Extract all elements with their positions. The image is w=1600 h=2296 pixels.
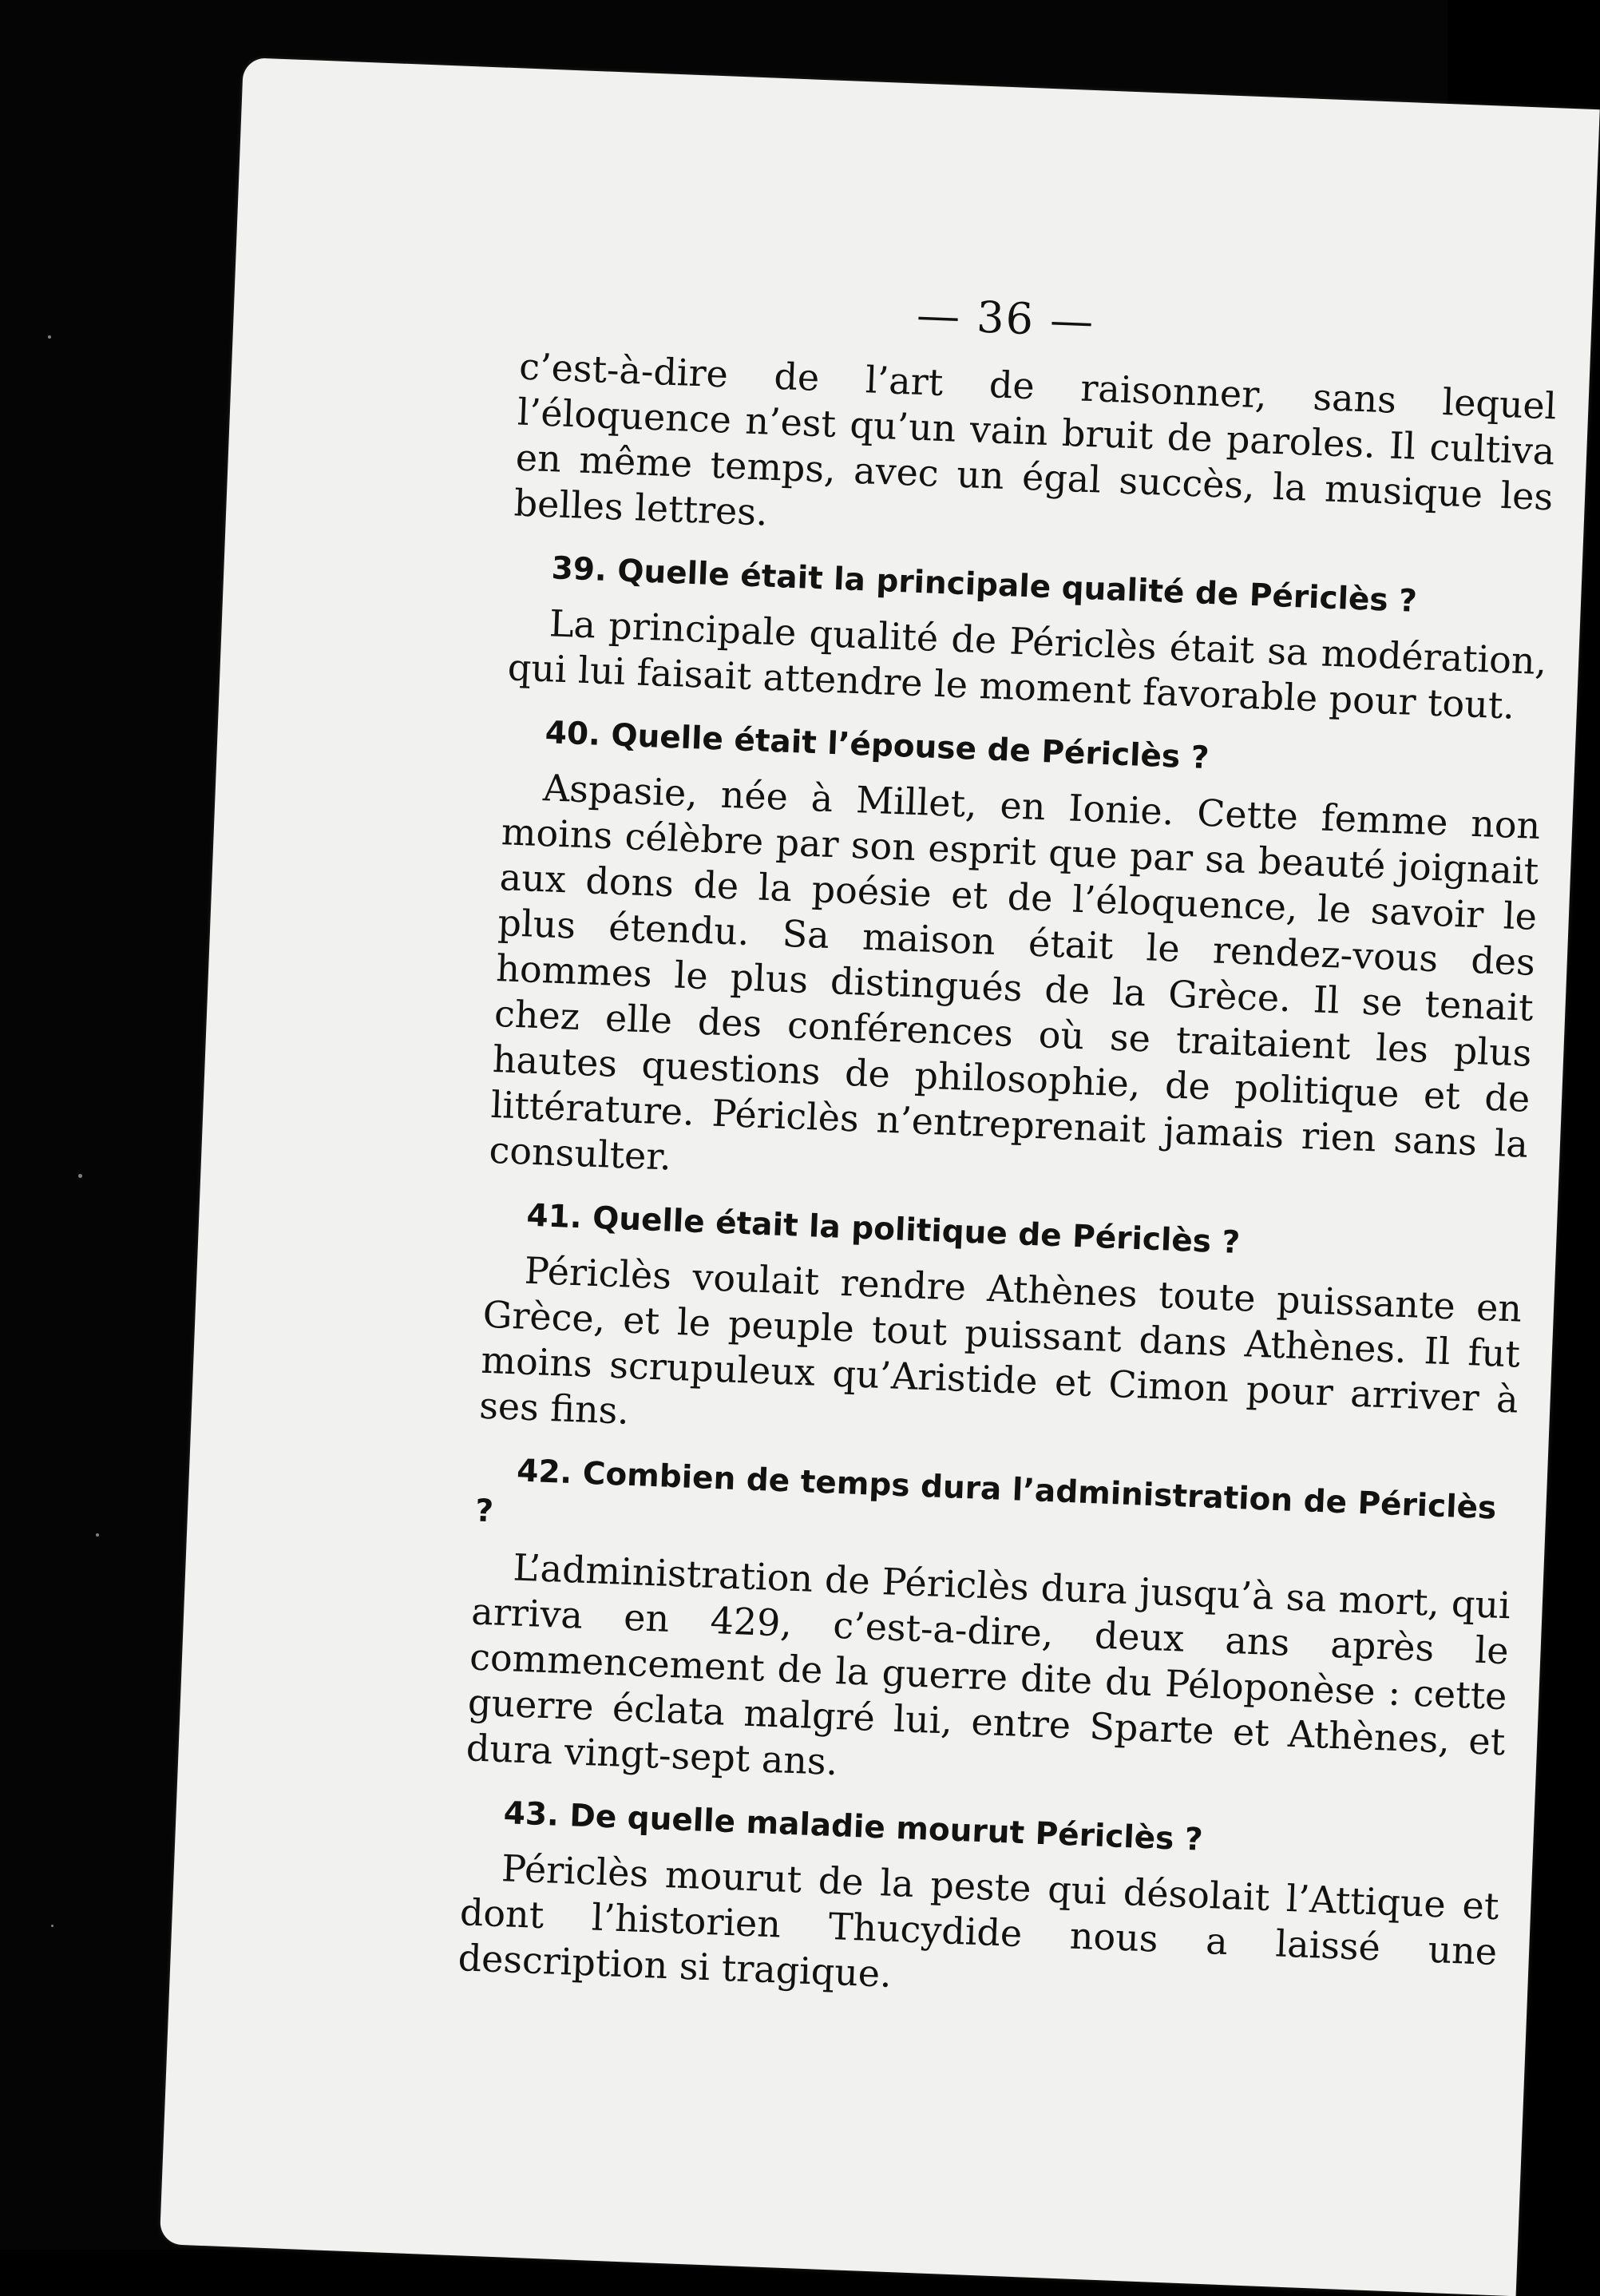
scan-dust: [96, 1533, 99, 1537]
continuation-paragraph: c’est-à-dire de l’art de raisonner, sans lequel l’éloquence n’est qu’un vain bruit de paroles. Il cultiva en même temps, avec un égal succès, la musique les belles lettres.: [513, 344, 1558, 534]
answer-40: Aspasie, née à Millet, en Ionie. Cette femme non moins célèbre par son esprit que par sa beauté joignait aux dons de la poésie et de l’éloquence, le savoir le plus étendu. Sa maison était le rendez-vous des hommes le plus distingués de la Grèce. Il se tenait chez elle des conférences où se traitaient les plus hautes questions de philosophie, de politique et de littérature. Périclès n’entreprenait jamais rien sans la consulter.: [488, 766, 1542, 1179]
question-41: 41. Quelle était la politique de Périclès ?: [525, 1197, 1241, 1261]
scan-dust: [51, 1925, 53, 1927]
question-39: 39. Quelle était la principale qualité de Périclès ?: [550, 550, 1418, 620]
scan-dust: [48, 335, 51, 339]
page-number: — 36 —: [916, 289, 1096, 347]
question-40: 40. Quelle était l’épouse de Périclès ?: [544, 715, 1210, 777]
question-43: 43. De quelle maladie mourut Périclès ?: [502, 1795, 1204, 1858]
book-page: [160, 57, 1600, 2296]
question-42: 42. Combien de temps dura l’administration de Périclès ?: [474, 1453, 1498, 1530]
answer-39: La principale qualité de Périclès était sa modération, qui lui faisait attendre le moment favorable pour tout.: [506, 601, 1548, 728]
answer-41: Périclès voulait rendre Athènes toute puissante en Grèce, et le peuple tout puissant dans Athènes. Il fut moins scrupuleux qu’Aristide et Cimon pour arriver à ses fins.: [478, 1248, 1523, 1433]
page-body: [457, 344, 1558, 2020]
answer-43: Périclès mourut de la peste qui désolait l’Attique et dont l’historien Thucydide nous a laissé une description si tragique.: [457, 1846, 1500, 1996]
scan-dust: [78, 1174, 82, 1178]
answer-42: L’administration de Périclès dura jusqu’à sa mort, qui arriva en 429, c’est-a-dire, deux ans après le commencement de la guerre dite du Péloponèse : cette guerre éclata malgré lui, entre Sparte et Athènes, et dura vingt-sept ans.: [465, 1545, 1511, 1784]
